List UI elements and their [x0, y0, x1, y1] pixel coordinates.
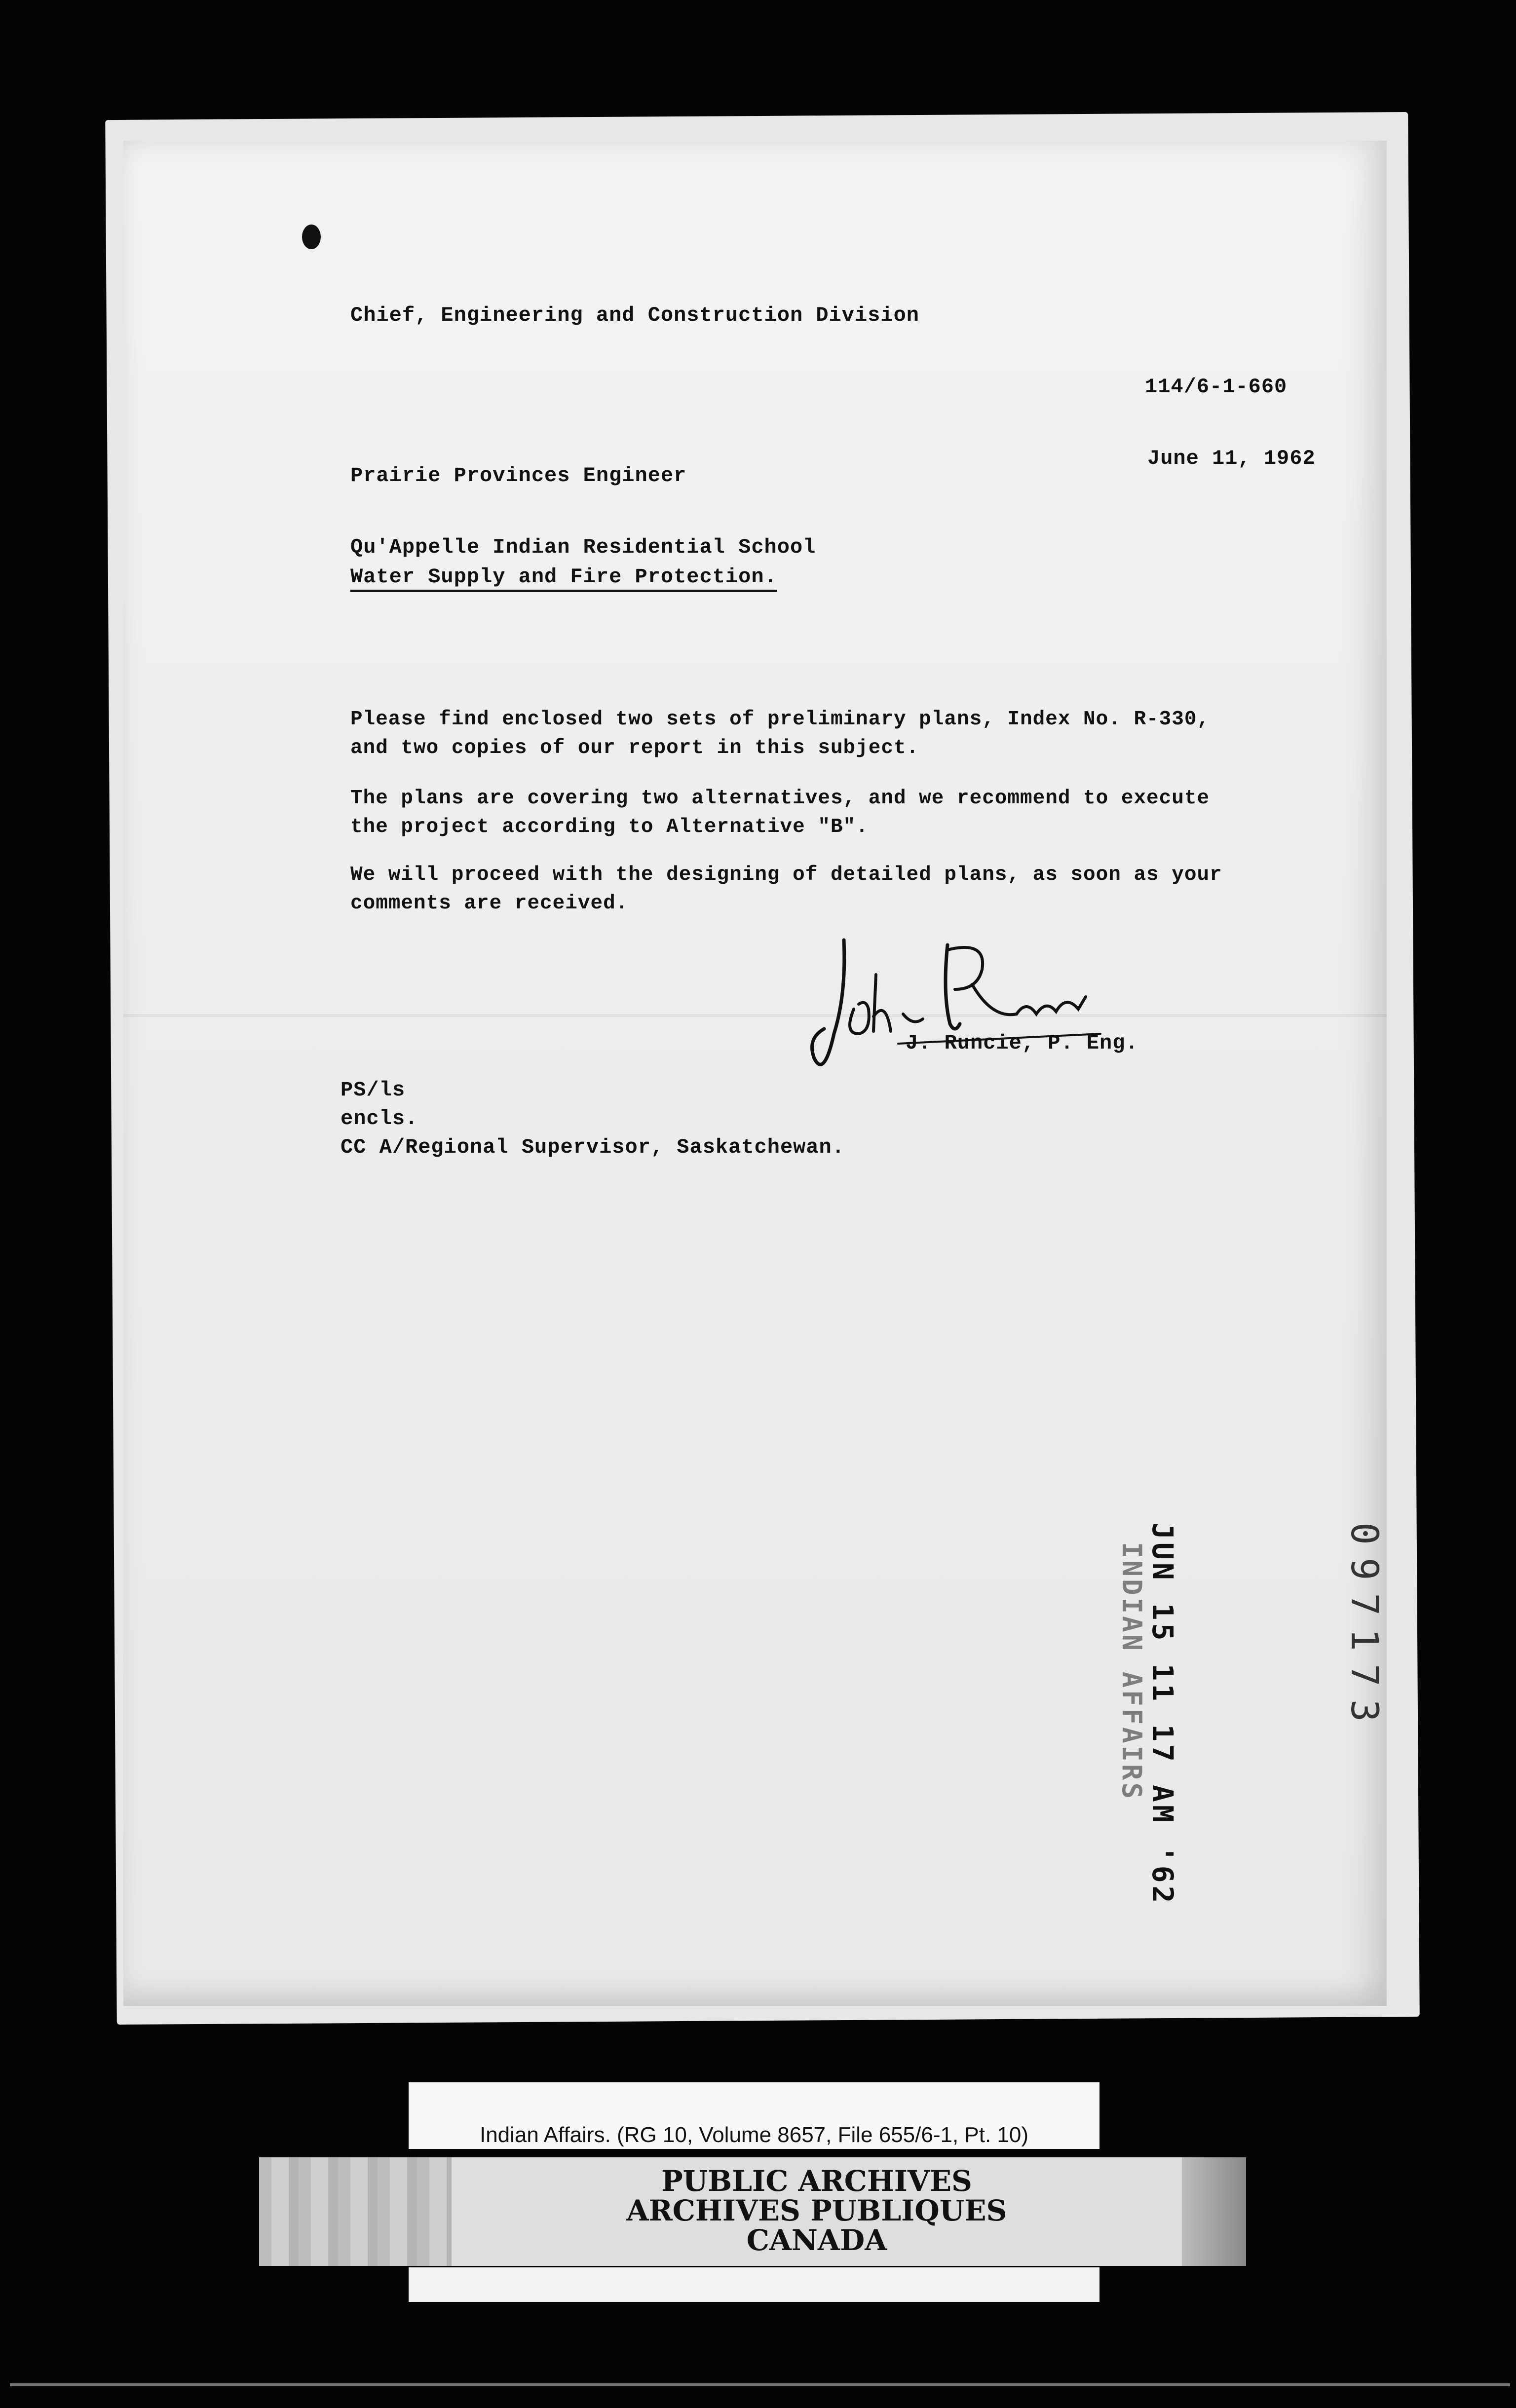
paragraph-1-line-2: and two copies of our report in this subject.: [350, 737, 919, 759]
from-line: Chief, Engineering and Construction Division: [350, 303, 919, 327]
paragraph-2-line-1: The plans are covering two alternatives, and we recommend to execute: [350, 787, 1210, 810]
reference-initials: PS/ls: [341, 1078, 406, 1102]
subject-line-1: Qu'Appelle Indian Residential School: [350, 535, 816, 559]
signature-typed-name: J. Runcie, P. Eng.: [906, 1031, 1138, 1055]
archive-citation: Indian Affairs. (RG 10, Volume 8657, File 655/6-1, Pt. 10): [479, 2123, 1029, 2147]
to-line: Prairie Provinces Engineer: [350, 464, 687, 488]
archives-line-1: PUBLIC ARCHIVES: [661, 2164, 972, 2198]
subject-line-2: Water Supply and Fire Protection.: [350, 565, 777, 592]
document-number-stamp: 097173: [1343, 1522, 1387, 1735]
page-fold-line: [123, 1014, 1387, 1017]
archives-tape: [259, 2157, 1246, 2266]
tape-left-section: [259, 2157, 452, 2266]
paragraph-3-line-2: comments are received.: [350, 892, 629, 915]
label-bottom-strip: [409, 2267, 1099, 2302]
handwritten-signature: [760, 910, 1105, 1098]
department-stamp: INDIAN AFFAIRS: [1116, 1542, 1147, 1802]
citation-label: [409, 2082, 1099, 2149]
letter-page: [123, 141, 1387, 2006]
paragraph-1-line-1: Please find enclosed two sets of preliminary plans, Index No. R-330,: [350, 708, 1210, 731]
paragraph-3-line-1: We will proceed with the designing of detailed plans, as soon as your: [350, 864, 1222, 886]
archives-label: [452, 2157, 1182, 2266]
archives-line-3: CANADA: [746, 2223, 887, 2257]
carbon-copy-line: CC A/Regional Supervisor, Saskatchewan.: [341, 1135, 845, 1159]
enclosures-note: encls.: [341, 1107, 418, 1130]
paragraph-2-line-2: the project according to Alternative "B".: [350, 816, 869, 838]
frame-border-line: [10, 2383, 1510, 2386]
letter-date: June 11, 1962: [1147, 447, 1316, 470]
file-number: 114/6-1-660: [1145, 375, 1288, 399]
received-date-stamp: JUN 15 11 17 AM '62: [1146, 1522, 1179, 1906]
punch-hole: [302, 225, 321, 249]
tape-right-section: [1182, 2157, 1246, 2266]
archives-line-2: ARCHIVES PUBLIQUES: [626, 2194, 1007, 2227]
